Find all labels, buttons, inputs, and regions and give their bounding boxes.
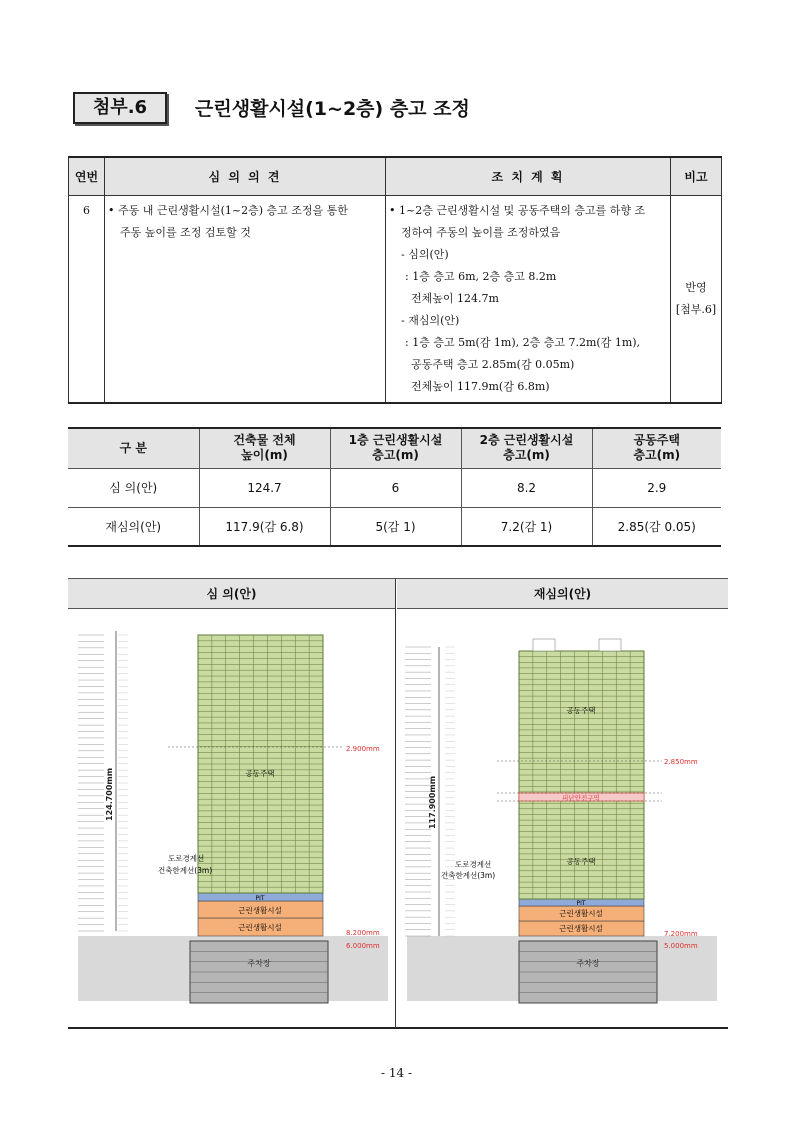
cmp-header-total-height: 건축물 전체 높이(m) (199, 428, 330, 468)
review-table (68, 156, 722, 404)
figure-panel-rereview (397, 579, 728, 1028)
dim-housing: 2.850mm (664, 758, 698, 766)
cell: 7.2(감 1) (461, 507, 592, 546)
section-drawing-rereview (397, 611, 728, 1023)
setback-label: 건축한계선(3m) (158, 866, 213, 875)
panel-heading: 재심의(안) (397, 579, 728, 609)
action-cell (386, 195, 671, 403)
action-line: : 1층 층고 5m(감 1m), 2층 층고 7.2m(감 1m), (405, 335, 641, 349)
cmp-header-category: 구 분 (68, 428, 199, 468)
table-row (69, 195, 722, 403)
note-line: [첨부.6] (675, 302, 717, 316)
total-height-label: 124.700mm (105, 767, 114, 821)
cell: 재심의(안) (68, 507, 199, 546)
cell: 6 (330, 468, 461, 507)
header-num: 연번 (69, 157, 105, 195)
note-cell (671, 195, 722, 403)
comparison-table (68, 427, 721, 547)
housing-top-label: 공동주택 (566, 706, 596, 715)
dim-2f: 8.200mm (346, 929, 380, 937)
cell: 117.9(감 6.8) (199, 507, 330, 546)
table-row (68, 507, 721, 546)
header-note: 비고 (671, 157, 722, 195)
parking-label: 주차장 (247, 959, 271, 968)
total-height-label: 117.900mm (428, 775, 437, 829)
dim-2f: 7.200mm (664, 930, 698, 938)
refuge-label: 피난안전구역 (562, 794, 600, 802)
section-figure (68, 578, 728, 1029)
housing-label: 공동주택 (245, 769, 275, 778)
cmp-header-1f: 1층 근린생활시설 층고(m) (330, 428, 461, 468)
action-line: - 심의(안) (401, 247, 449, 261)
dim-1f: 5.000mm (664, 942, 698, 950)
row-number: 6 (69, 195, 105, 403)
opinion-line: 주동 높이를 조정 검토할 것 (120, 225, 251, 239)
rooftop-structure (533, 639, 555, 651)
cmp-header-housing: 공동주택 층고(m) (592, 428, 721, 468)
retail-2f-label: 근린생활시설 (238, 906, 282, 915)
cell: 2.9 (592, 468, 721, 507)
retail-2f-label: 근린생활시설 (559, 909, 603, 918)
note-line: 반영 (685, 280, 707, 294)
cell: 5(감 1) (330, 507, 461, 546)
figure-panel-review (68, 579, 396, 1028)
table-row (68, 468, 721, 507)
action-line: 전체높이 117.9m(감 6.8m) (411, 379, 550, 393)
action-line: : 1층 층고 6m, 2층 층고 8.2m (405, 269, 557, 283)
section-drawing-review (68, 611, 396, 1023)
cell: 124.7 (199, 468, 330, 507)
cell: 심 의(안) (68, 468, 199, 507)
action-line: 공동주택 층고 2.85m(감 0.05m) (411, 357, 575, 371)
dim-housing: 2.900mm (346, 745, 380, 753)
housing-label: 공동주택 (566, 857, 596, 866)
panel-heading: 심 의(안) (68, 579, 395, 609)
action-line: 정하여 주동의 높이를 조정하였음 (401, 225, 561, 239)
action-line: 전체높이 124.7m (411, 291, 499, 305)
action-line: - 재심의(안) (401, 313, 460, 327)
opinion-cell (105, 195, 386, 403)
road-boundary-label: 도로경계선 (455, 860, 492, 869)
header-opinion: 심 의 의 견 (105, 157, 386, 195)
setback-label: 건축한계선(3m) (441, 871, 496, 880)
opinion-line: • 주동 내 근린생활시설(1~2층) 층고 조정을 통한 (108, 203, 348, 217)
retail-1f-label: 근린생활시설 (238, 923, 282, 932)
dim-1f: 6.000mm (346, 942, 380, 950)
cell: 2.85(감 0.05) (592, 507, 721, 546)
pit-label: PIT (576, 900, 586, 907)
road-boundary-label: 도로경계선 (168, 854, 205, 863)
attachment-tag: 첨부.6 (73, 92, 167, 124)
cell: 8.2 (461, 468, 592, 507)
header-action: 조 치 계 획 (386, 157, 671, 195)
page-number: - 14 - (380, 1066, 412, 1080)
rooftop-structure (599, 639, 621, 651)
pit-label: PIT (255, 895, 265, 902)
parking-label: 주차장 (576, 959, 600, 968)
retail-1f-label: 근린생활시설 (559, 924, 603, 933)
page-title: 근린생활시설(1~2층) 층고 조정 (195, 98, 470, 120)
cmp-header-2f: 2층 근린생활시설 층고(m) (461, 428, 592, 468)
action-line: • 1~2층 근린생활시설 및 공동주택의 층고를 하향 조 (389, 203, 646, 217)
